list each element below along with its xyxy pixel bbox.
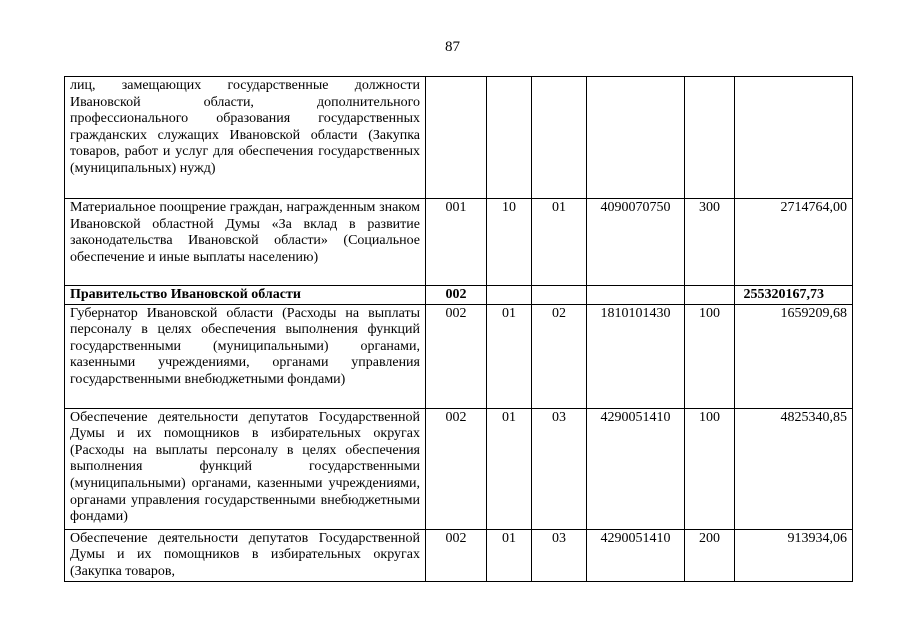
- expense-type-code: 300: [685, 199, 735, 286]
- section-code: 01: [487, 408, 532, 529]
- expense-type-code: 100: [685, 304, 735, 408]
- row-description: Материальное поощрение граждан, награжденным знаком Ивановской областной Думы «За вклад в развитие законодательства Ивановской области» (Социальное обеспечение и иные выплаты населению): [65, 199, 426, 286]
- table-row-organization: [65, 286, 853, 305]
- expense-type-code: 200: [685, 529, 735, 581]
- amount: 255320167,73: [735, 286, 853, 305]
- target-article-code: 1810101430: [587, 304, 685, 408]
- subsection-code: 02: [532, 304, 587, 408]
- table-row: [65, 408, 853, 529]
- amount: 2714764,00: [735, 199, 853, 286]
- page-number: 87: [445, 39, 460, 55]
- expense-type-code: 100: [685, 408, 735, 529]
- expense-type-code: [685, 77, 735, 199]
- subsection-code: [532, 286, 587, 305]
- table-row: [65, 529, 853, 581]
- target-article-code: 4090070750: [587, 199, 685, 286]
- row-description: Правительство Ивановской области: [65, 286, 426, 305]
- amount: [735, 77, 853, 199]
- section-code: [487, 286, 532, 305]
- amount: 4825340,85: [735, 408, 853, 529]
- amount: 913934,06: [735, 529, 853, 581]
- table-row: [65, 77, 853, 199]
- admin-code: [426, 77, 487, 199]
- section-code: 10: [487, 199, 532, 286]
- admin-code: 002: [426, 529, 487, 581]
- subsection-code: 03: [532, 408, 587, 529]
- section-code: [487, 77, 532, 199]
- admin-code: 001: [426, 199, 487, 286]
- table-row: [65, 304, 853, 408]
- target-article-code: [587, 77, 685, 199]
- section-code: 01: [487, 529, 532, 581]
- expense-type-code: [685, 286, 735, 305]
- subsection-code: 03: [532, 529, 587, 581]
- subsection-code: 01: [532, 199, 587, 286]
- target-article-code: 4290051410: [587, 529, 685, 581]
- target-article-code: [587, 286, 685, 305]
- row-description: лиц, замещающих государственные должности Ивановской области, дополнительного профессионального образования государственных гражданских служащих Ивановской области (Закупка товаров, работ и услуг для обеспечения государственных (муниципальных) нужд): [65, 77, 426, 199]
- admin-code: 002: [426, 304, 487, 408]
- row-description: Обеспечение деятельности депутатов Государственной Думы и их помощников в избирательных округах (Закупка товаров,: [65, 529, 426, 581]
- admin-code: 002: [426, 408, 487, 529]
- table-row: [65, 199, 853, 286]
- row-description: Губернатор Ивановской области (Расходы на выплаты персоналу в целях обеспечения выполнения функций государственными (муниципальными) органами, казенными учреждениями, органами управления государственными внебюджетными фондами): [65, 304, 426, 408]
- amount: 1659209,68: [735, 304, 853, 408]
- row-description: Обеспечение деятельности депутатов Государственной Думы и их помощников в избирательных округах (Расходы на выплаты персоналу в целях обеспечения выполнения функций государственными (муниципальными) органами, казенными учреждениями, органами управления государственными внебюджетными фондами): [65, 408, 426, 529]
- admin-code: 002: [426, 286, 487, 305]
- budget-table: [64, 76, 853, 582]
- target-article-code: 4290051410: [587, 408, 685, 529]
- section-code: 01: [487, 304, 532, 408]
- subsection-code: [532, 77, 587, 199]
